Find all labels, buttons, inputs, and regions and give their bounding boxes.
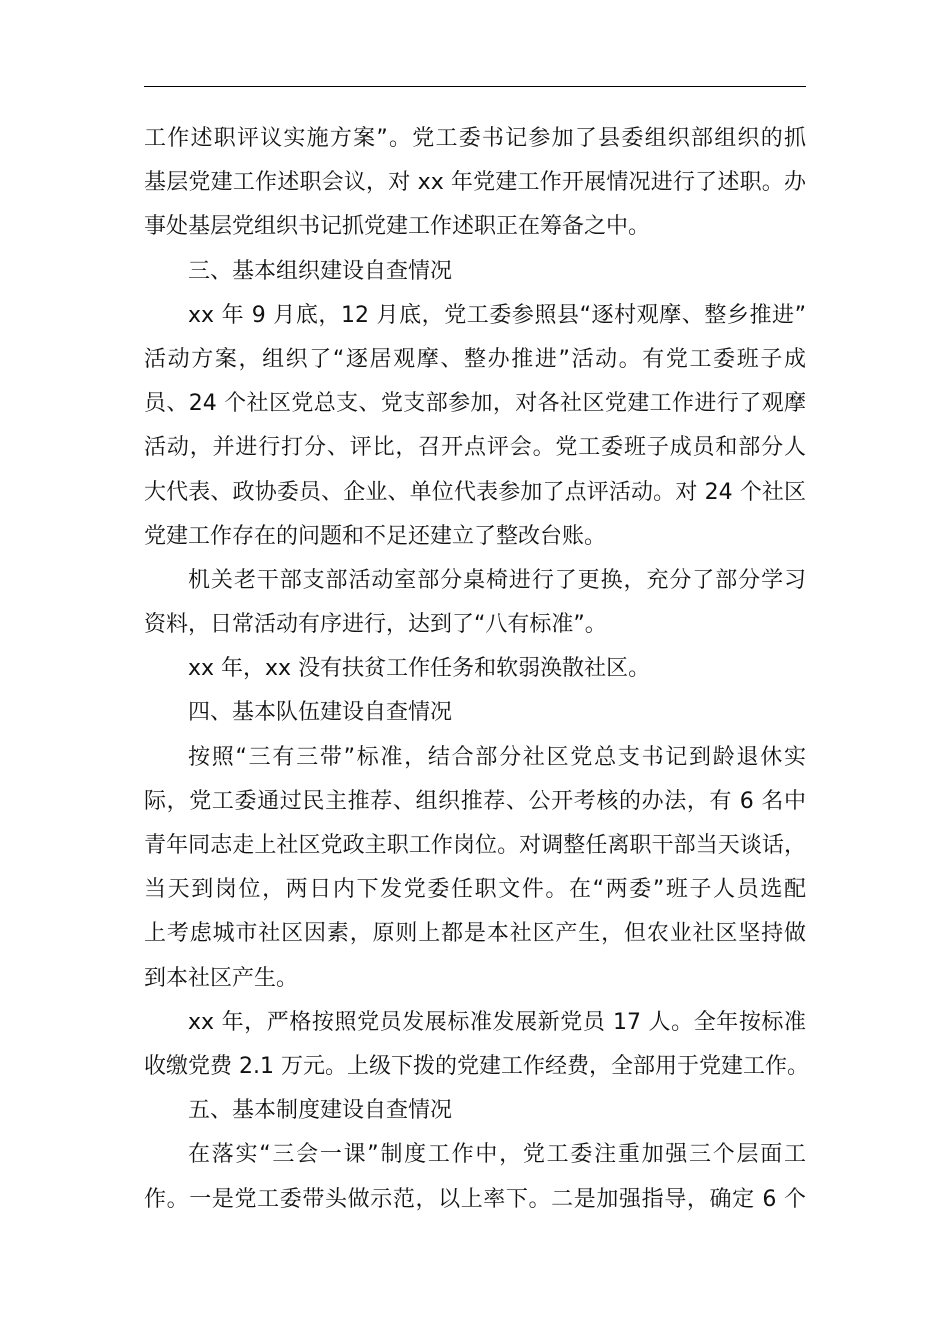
text-line: 员、24 个社区党总支、党支部参加，对各社区党建工作进行了观摩: [144, 391, 806, 417]
text-line: xx 年，严格按照党员发展标准发展新党员 17 人。全年按标准: [188, 1009, 806, 1035]
text-line: 上考虑城市社区因素，原则上都是本社区产生，但农业社区坚持做: [144, 921, 806, 947]
text-line: 到本社区产生。: [144, 965, 299, 991]
text-line: 际，党工委通过民主推荐、组织推荐、公开考核的办法，有 6 名中: [144, 788, 806, 814]
text-line: xx 年 9 月底，12 月底，党工委参照县“逐村观摩、整乡推进”: [188, 302, 806, 328]
text-line: 按照“三有三带”标准，结合部分社区党总支书记到龄退休实: [188, 744, 806, 770]
text-line: 工作述职评议实施方案”。党工委书记参加了县委组织部组织的抓: [144, 126, 806, 151]
text-line: 青年同志走上社区党政主职工作岗位。对调整任离职干部当天谈话，: [144, 833, 806, 858]
text-line: 四、基本队伍建设自查情况: [188, 700, 453, 726]
text-line: 资料，日常活动有序进行，达到了“八有标准”。: [144, 612, 607, 638]
text-line: 活动，并进行打分、评比，召开点评会。党工委班子成员和部分人: [144, 435, 806, 461]
text-line: 收缴党费 2.1 万元。上级下拨的党建工作经费，全部用于党建工作。: [144, 1053, 809, 1079]
text-line: 党建工作存在的问题和不足还建立了整改台账。: [144, 523, 607, 549]
text-line: 五、基本制度建设自查情况: [188, 1098, 453, 1124]
text-line: xx 年，xx 没有扶贫工作任务和软弱涣散社区。: [188, 656, 651, 682]
body-text: [144, 117, 809, 1222]
text-line: 在落实“三会一课”制度工作中，党工委注重加强三个层面工: [188, 1142, 806, 1168]
text-line: 活动方案，组织了“逐居观摩、整办推进”活动。有党工委班子成: [144, 346, 806, 372]
text-line: 大代表、政协委员、企业、单位代表参加了点评活动。对 24 个社区: [144, 479, 806, 505]
text-line: 机关老干部支部活动室部分桌椅进行了更换，充分了部分学习: [188, 567, 806, 593]
header-rule: [144, 86, 806, 87]
text-line: 基层党建工作述职会议，对 xx 年党建工作开展情况进行了述职。办: [144, 170, 806, 196]
text-line: 作。一是党工委带头做示范，以上率下。二是加强指导，确定 6 个: [144, 1186, 806, 1212]
text-line: 三、基本组织建设自查情况: [188, 258, 453, 284]
text-line: 事处基层党组织书记抓党建工作述职正在筹备之中。: [144, 214, 651, 240]
text-line: 当天到岗位，两日内下发党委任职文件。在“两委”班子人员选配: [144, 877, 806, 903]
